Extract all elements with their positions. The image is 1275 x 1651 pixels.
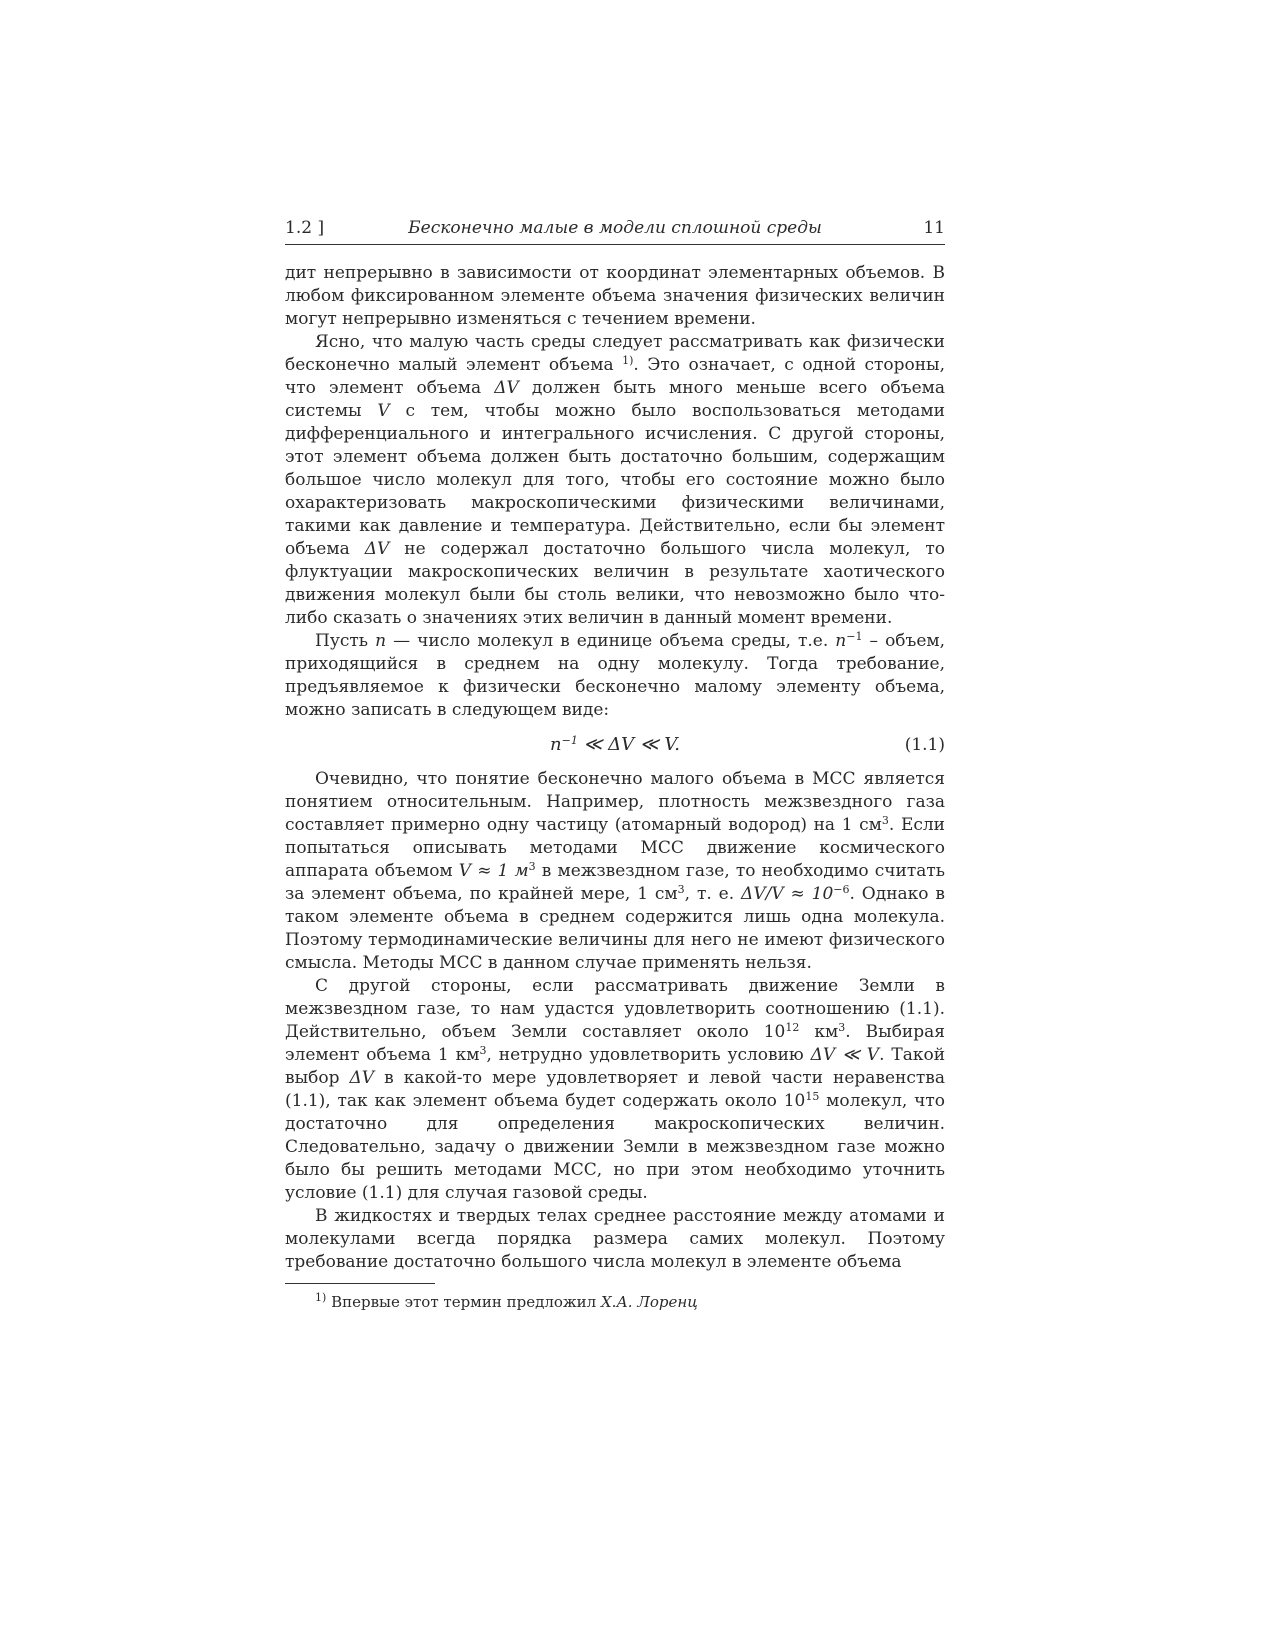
section-number: 1.2 ] (285, 218, 325, 238)
equation-expression: $n^{-1}$ ≪ ΔV ≪ V. (550, 734, 680, 755)
paragraph-5: С другой стороны, если рассматривать движение Земли в межзвездном газе, то нам удастся удовлетворить соотношению (1.1). Действительно, объем Земли составляет около $10^{12}$ $км^3$. Выбирая элемент объема 1 $км^3$, нетрудно удовлетворить условию ΔV ≪ V. Такой выбор ΔV в какой-то мере удовлетворяет и левой части неравенства (1.1), так как элемент объема будет содержать около $10^{15}$ молекул, что достаточно для определения макроскопических величин. Следовательно, задачу о движении Земли в межзвездном газе можно было бы решить методами МСС, но при этом необходимо уточнить условие (1.1) для случая газовой среды. (285, 976, 946, 1203)
equation-number: (1.1) (904, 735, 945, 755)
footnote: $^{1)}$ Впервые этот термин предложил Х.А. Лоренц (315, 1291, 698, 1311)
equation-1-1 (285, 722, 945, 768)
page-body (285, 262, 945, 1312)
paragraph-3: Пусть n — число молекул в единице объема среды, т.е. $n^{-1}$ – объем, приходящийся в среднем на одну молекулу. Тогда требование, предъявляемое к физически бесконечно малому элементу объема, можно записать в следующем виде: (285, 630, 946, 720)
running-title: Бесконечно малые в модели сплошной среды (408, 218, 822, 238)
paragraph-2: Ясно, что малую часть среды следует рассматривать как физически бесконечно малый элемент объема $^{1)}$. Это означает, с одной стороны, что элемент объема ΔV должен быть много меньше всего объема системы V с тем, чтобы можно было воспользоваться методами дифференциального и интегрального исчисления. С другой стороны, этот элемент объема должен быть достаточно большим, содержащим большое число молекул для того, чтобы его состояние можно было охарактеризовать макроскопическими физическими величинами, такими как давление и температура. Действительно, если бы элемент объема ΔV не содержал достаточно большого числа молекул, то флуктуации макроскопических величин в результате хаотического движения молекул были бы столь велики, что невозможно было что-либо сказать о значениях этих величин в данный момент времени. (285, 332, 945, 628)
footnote-reference: 1) (622, 354, 634, 367)
footnote-divider (285, 1283, 435, 1284)
paragraph-1: дит непрерывно в зависимости от координат элементарных объемов. В любом фиксированном элементе объема значения физических величин могут непрерывно изменяться с течением времени. (285, 263, 945, 329)
paragraph-6: В жидкостях и твердых телах среднее расстояние между атомами и молекулами всегда порядка размера самих молекул. Поэтому требование достаточно большого числа молекул в элементе объема (285, 1206, 945, 1272)
book-page (285, 218, 945, 1312)
running-header (285, 218, 945, 245)
footnote-author: Х.А. Лоренц (601, 1293, 698, 1311)
footnote-mark: 1) (315, 1291, 327, 1304)
paragraph-4: Очевидно, что понятие бесконечно малого объема в МСС является понятием относительным. Например, плотность межзвездного газа составляет примерно одну частицу (атомарный водород) на 1 $см^3$. Если попытаться описывать методами МСС движение космического аппарата объемом V ≈ 1 $м^3$ в межзвездном газе, то необходимо считать за элемент объема, по крайней мере, 1 $см^3$, т. е. $\Delta V/V \approx 10^{-6}$. Однако в таком элементе объема в среднем содержится лишь одна молекула. Поэтому термодинамические величины для него не имеют физического смысла. Методы МСС в данном случае применять нельзя. (285, 769, 946, 973)
page-number: 11 (923, 218, 945, 238)
